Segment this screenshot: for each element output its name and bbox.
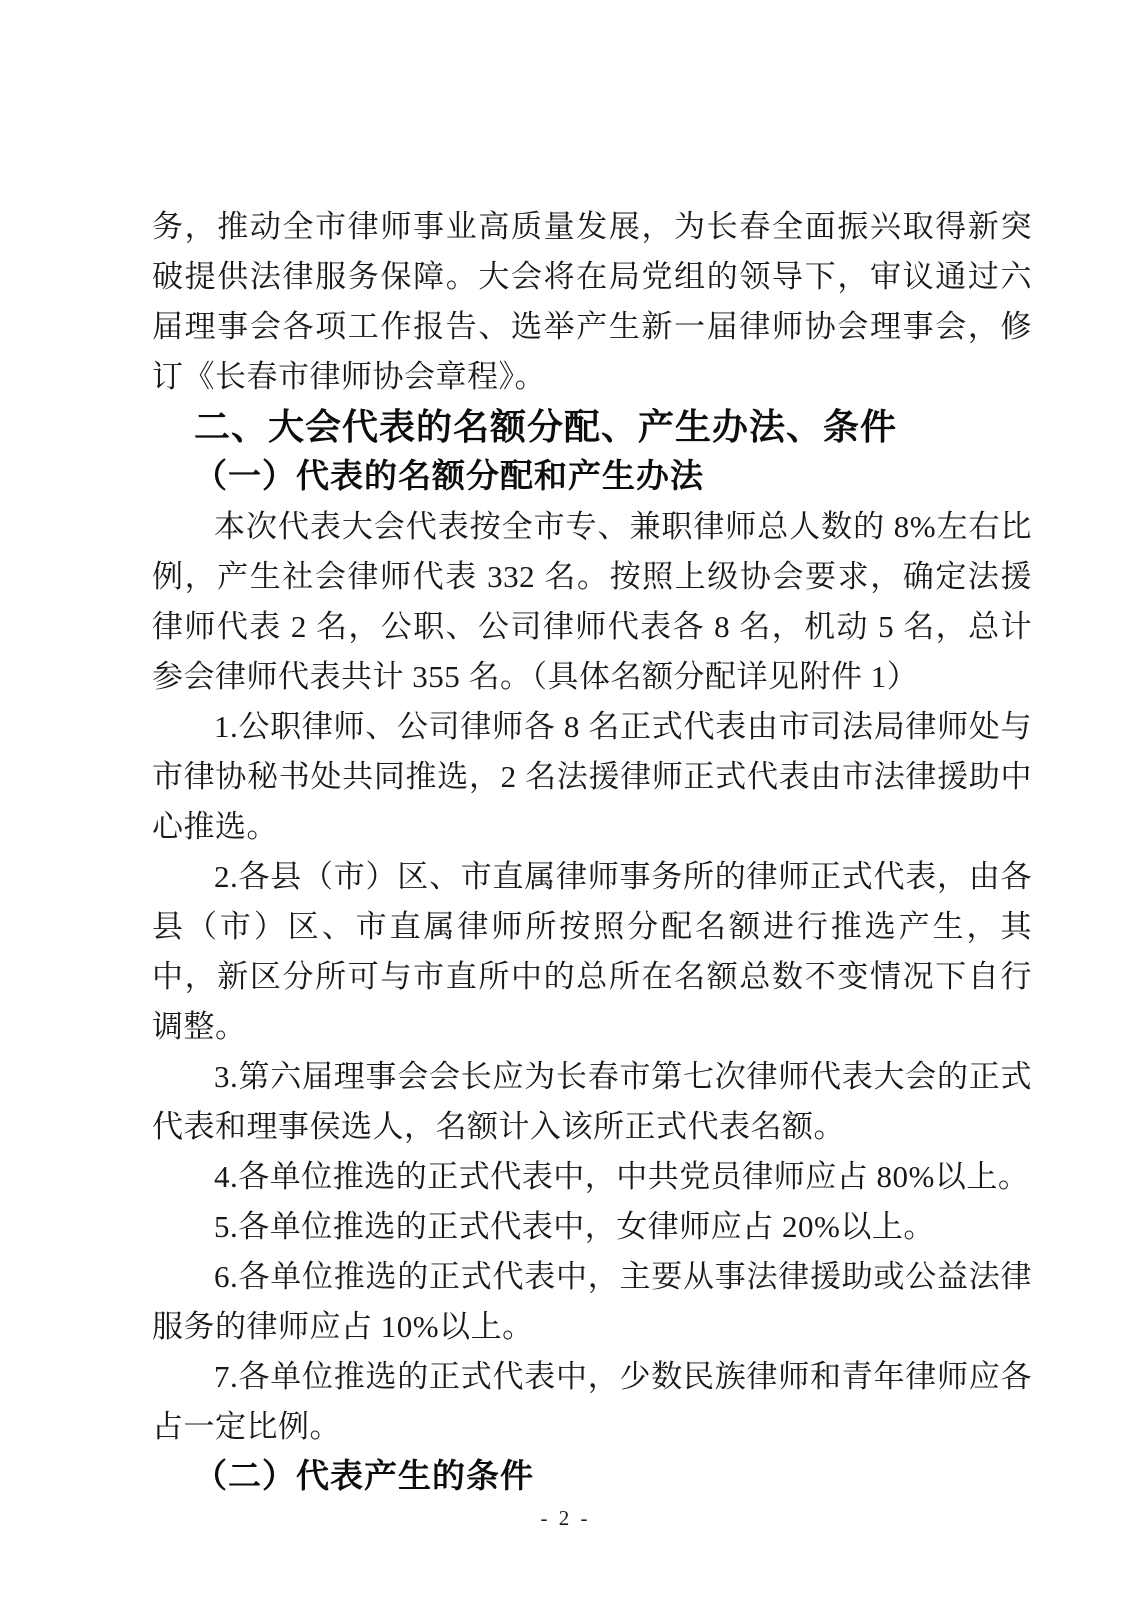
paragraph-continuation: 务，推动全市律师事业高质量发展，为长春全面振兴取得新突破提供法律服务保障。大会将在局党组的领导下，审议通过六届理事会各项工作报告、选举产生新一届律师协会理事会，修订《长春市律师协会章程》。 [152,209,1032,394]
paragraph-item-5: 5.各单位推选的正式代表中，女律师应占 20%以上。 [214,1209,935,1244]
subsection-heading-2-1: （一）代表的名额分配和产生办法 [194,459,704,495]
subsection-heading-2-2: （二）代表产生的条件 [194,1459,534,1495]
paragraph-item-1: 1.公职律师、公司律师各 8 名正式代表由市司法局律师处与市律协秘书处共同推选，2 名法援律师正式代表由市法律援助中心推选。 [152,709,1032,844]
paragraph-item-6: 6.各单位推选的正式代表中，主要从事法律援助或公益法律服务的律师应占 10%以上。 [152,1259,1032,1344]
paragraph-item-4: 4.各单位推选的正式代表中，中共党员律师应占 80%以上。 [214,1159,1030,1194]
paragraph-item-3: 3.第六届理事会会长应为长春市第七次律师代表大会的正式代表和理事侯选人，名额计入该所正式代表名额。 [152,1059,1032,1144]
paragraph-quota-overview: 本次代表大会代表按全市专、兼职律师总人数的 8%左右比例，产生社会律师代表 332 名。按照上级协会要求，确定法援律师代表 2 名，公职、公司律师代表各 8 名，机动 5 名，总计参会律师代表共计 355 名。（具体名额分配详见附件 1） [152,509,1032,694]
page-number: - 2 - [540,1506,591,1530]
paragraph-item-2: 2.各县（市）区、市直属律师事务所的律师正式代表，由各县（市）区、市直属律师所按照分配名额进行推选产生，其中，新区分所可与市直所中的总所在名额总数不变情况下自行调整。 [152,859,1032,1044]
document-body [152,202,1032,1502]
section-heading-2: 二、大会代表的名额分配、产生办法、条件 [194,406,898,447]
paragraph-item-7: 7.各单位推选的正式代表中，少数民族律师和青年律师应各占一定比例。 [152,1359,1032,1444]
